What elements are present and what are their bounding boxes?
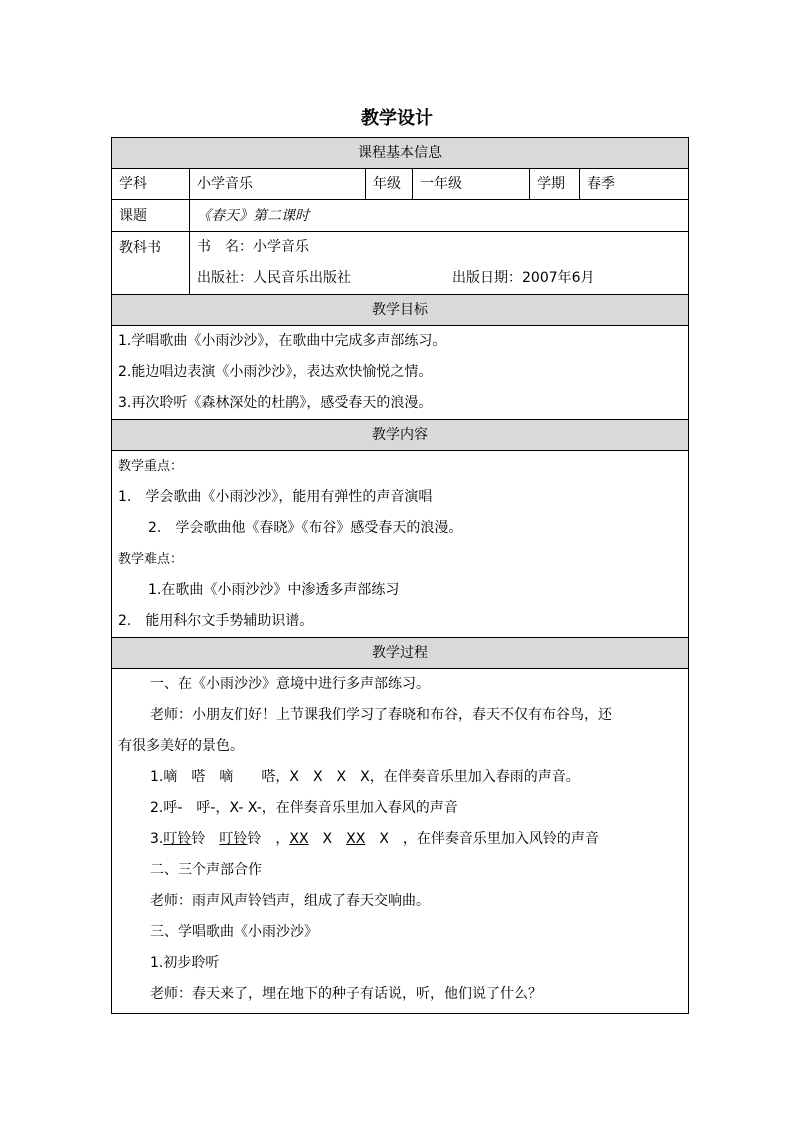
key-points-label: 教学重点： xyxy=(118,459,184,474)
publish-date-text: 出版日期：2007年6月 xyxy=(452,270,595,286)
rhythm-prefix: 3. xyxy=(150,831,164,847)
difficult-point-item: 1.在歌曲《小雨沙沙》中渗透多声部练习 xyxy=(148,582,400,598)
key-point-item: 1. 学会歌曲《小雨沙沙》，能用有弹性的声音演唱 xyxy=(118,489,433,505)
topic-label: 课题 xyxy=(112,200,190,232)
textbook-label: 教科书 xyxy=(112,232,190,295)
section-header-content: 教学内容 xyxy=(112,420,689,451)
rhythm-word-rest: 铃 ， xyxy=(247,831,290,847)
rhythm-word-underlined: 叮铃 xyxy=(163,831,192,847)
document-title: 教学设计 xyxy=(361,108,433,129)
subject-label: 学科 xyxy=(112,169,190,200)
section-header-basic-info: 课程基本信息 xyxy=(112,138,689,169)
rhythm-note: X xyxy=(308,831,347,847)
section-header-row xyxy=(112,295,689,326)
process-item-rhythm xyxy=(112,824,688,855)
term-value: 春季 xyxy=(580,169,689,200)
process-step-heading: 三、学唱歌曲《小雨沙沙》 xyxy=(150,924,318,940)
process-item: 1.嘀 嗒 嘀 嗒，X X X X，在伴奏音乐里加入春雨的声音。 xyxy=(150,769,580,785)
goal-item: 3.再次聆听《森林深处的杜鹃》，感受春天的浪漫。 xyxy=(118,395,433,411)
term-label: 学期 xyxy=(530,169,580,200)
textbook-details xyxy=(190,232,689,295)
info-row-textbook xyxy=(112,232,689,295)
rhythm-note-underlined: XX xyxy=(346,831,366,847)
book-name-line: 书 名：小学音乐 xyxy=(197,239,309,255)
rhythm-note-underlined: XX xyxy=(289,831,309,847)
rhythm-word-underlined: 叮铃 xyxy=(219,831,248,847)
lesson-plan-table xyxy=(111,137,689,1014)
info-row-topic xyxy=(112,200,689,232)
section-header-row xyxy=(112,638,689,669)
info-row-subject xyxy=(112,169,689,200)
process-block xyxy=(112,669,689,1014)
process-item: 2.呼- 呼-，X- X-，在伴奏音乐里加入春风的声音 xyxy=(150,800,458,816)
process-sub-item: 1.初步聆听 xyxy=(150,955,220,971)
section-header-row xyxy=(112,420,689,451)
content-row xyxy=(112,451,689,638)
process-step-heading: 一、在《小雨沙沙》意境中进行多声部练习。 xyxy=(150,676,430,692)
section-header-process: 教学过程 xyxy=(112,638,689,669)
publisher-line xyxy=(190,263,688,294)
difficult-points-label: 教学难点： xyxy=(118,552,184,567)
difficult-point-item: 2. 能用科尔文手势辅助识谱。 xyxy=(118,613,314,629)
grade-label: 年级 xyxy=(366,169,413,200)
process-paragraph: 老师：雨声风声铃铛声，组成了春天交响曲。 xyxy=(150,893,430,909)
publisher-text: 出版社：人民音乐出版社 xyxy=(197,270,351,286)
rhythm-tail: X ，在伴奏音乐里加入风铃的声音 xyxy=(365,831,599,847)
content-block xyxy=(112,451,689,638)
topic-value: 《春天》第二课时 xyxy=(190,200,689,232)
rhythm-word-rest: 铃 xyxy=(191,831,220,847)
process-row xyxy=(112,669,689,1014)
grade-value: 一年级 xyxy=(413,169,530,200)
key-point-item: 2. 学会歌曲他《春晓》《布谷》感受春天的浪漫。 xyxy=(148,520,463,536)
process-step-heading: 二、三个声部合作 xyxy=(150,862,262,878)
goal-item: 1.学唱歌曲《小雨沙沙》，在歌曲中完成多声部练习。 xyxy=(118,333,447,349)
process-paragraph: 老师：小朋友们好！上节课我们学习了春晓和布谷，春天不仅有布谷鸟，还 xyxy=(150,707,612,723)
process-paragraph-continued: 有很多美好的景色。 xyxy=(118,738,244,754)
subject-value: 小学音乐 xyxy=(190,169,366,200)
goals-row xyxy=(112,326,689,420)
section-header-row xyxy=(112,138,689,169)
process-paragraph: 老师：春天来了，埋在地下的种子有话说，听，他们说了什么？ xyxy=(150,986,542,1002)
section-header-goals: 教学目标 xyxy=(112,295,689,326)
goals-list xyxy=(112,326,689,420)
goal-item: 2.能边唱边表演《小雨沙沙》，表达欢快愉悦之情。 xyxy=(118,364,433,380)
